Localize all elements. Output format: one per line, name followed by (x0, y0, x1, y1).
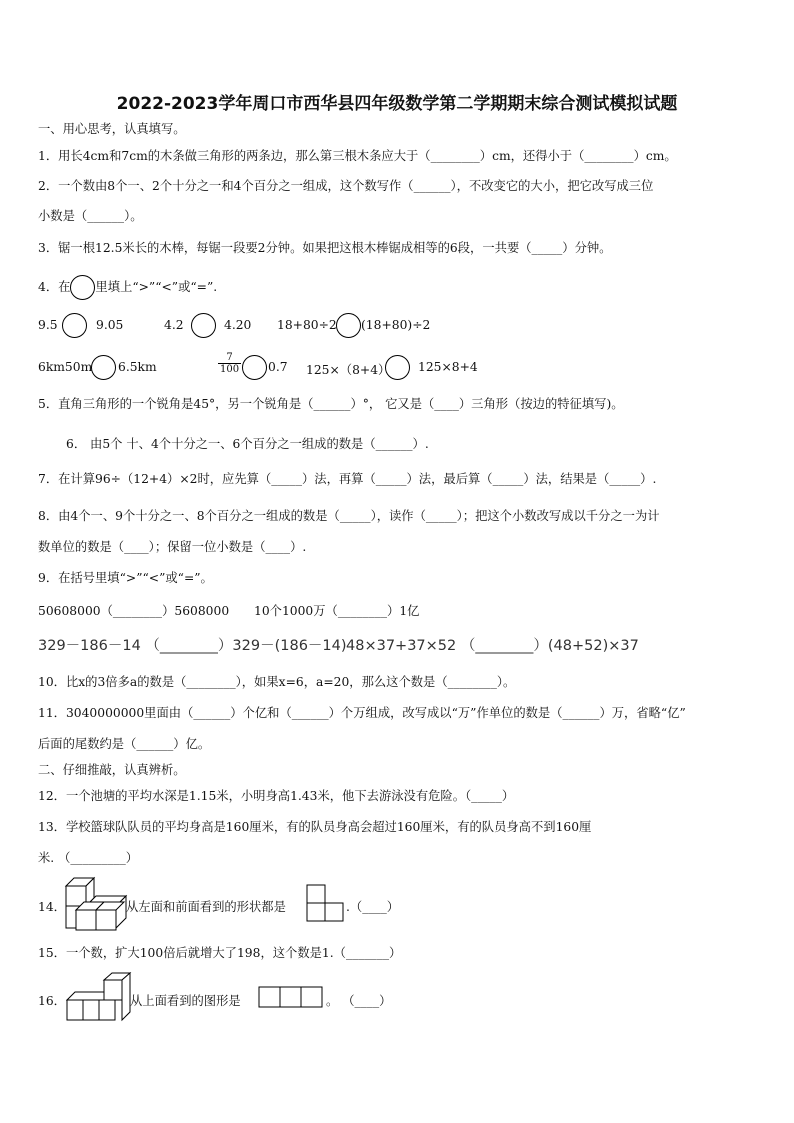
answer-circle[interactable] (91, 355, 116, 380)
compare-right: (18+80)÷2 (361, 318, 431, 332)
section-1-heading: 一、用心思考，认真填写。 (38, 122, 186, 136)
question-3: 3．锯一根12.5米长的木棒，每锯一段要2分钟。如果把这根木棒锯成相等的6段，一共要（_____）分钟。 (38, 241, 612, 255)
q4-prefix: 4．在 (38, 280, 71, 294)
compare-left: 6km50m (38, 360, 93, 374)
question-5: 5．直角三角形的一个锐角是45°，另一个锐角是（______）°， 它又是（____）三角形（按边的特征填写)。 (38, 397, 624, 411)
view-shape-figure (306, 884, 346, 922)
question-14-text: 从左面和前面看到的形状都是 (126, 900, 286, 914)
answer-circle[interactable] (385, 355, 410, 380)
question-2-line-1: 2．一个数由8个一、2个十分之一和4个百分之一组成，这个数写作（______），不改变它的大小，把它改写成三位 (38, 179, 654, 193)
compare-right: 4.20 (224, 318, 252, 332)
answer-circle[interactable] (242, 355, 267, 380)
question-4 (38, 275, 217, 300)
page-title: 2022-2023学年周口市西华县四年级数学第二学期期末综合测试模拟试题 (116, 94, 678, 114)
answer-circle[interactable] (191, 313, 216, 338)
compare-right: 0.7 (268, 360, 288, 374)
question-15: 15．一个数，扩大100倍后就增大了198，这个数是1.（_______） (38, 946, 402, 960)
question-14-number: 14． (38, 900, 66, 914)
question-9-item: 48×37+37×52 （________）(48+52)×37 (346, 638, 639, 654)
question-11-line-2: 后面的尾数约是（______）亿。 (38, 737, 211, 751)
question-9-item: 50608000（________）5608000 (38, 604, 230, 618)
question-7: 7．在计算96÷（12+4）×2时，应先算（_____）法，再算（_____）法，最后算（_____）法，结果是（_____）. (38, 472, 657, 486)
question-8-line-1: 8．由4个一、9个十分之一、8个百分之一组成的数是（_____），读作（_____）；把这个小数改写成以千分之一为计 (38, 509, 660, 523)
question-9-item: 10个1000万（________）1亿 (254, 604, 420, 618)
answer-circle[interactable] (70, 275, 95, 300)
compare-left: 4.2 (164, 318, 184, 332)
q4-suffix: 里填上“>”“<”或“=”. (95, 280, 218, 294)
fraction (218, 352, 241, 375)
cube-row-figure (66, 972, 132, 1022)
question-16-number: 16． (38, 994, 66, 1008)
question-16-answer: 。 （____） (326, 994, 392, 1008)
question-6: 6． 由5个 十、4个十分之一、6个百分之一组成的数是（______）. (66, 437, 429, 451)
compare-right: 9.05 (96, 318, 124, 332)
question-10: 10．比x的3倍多a的数是（________），如果x=6，a=20，那么这个数是（________）。 (38, 675, 516, 689)
question-8-line-2: 数单位的数是（____）；保留一位小数是（____）. (38, 540, 307, 554)
cube-stack-figure (64, 874, 128, 934)
compare-left: 125×（8+4） (306, 363, 391, 377)
compare-right: 6.5km (118, 360, 157, 374)
top-view-figure (258, 985, 324, 1009)
question-2-line-2: 小数是（______）。 (38, 209, 143, 223)
fraction-numerator: 7 (218, 352, 241, 364)
section-2-heading: 二、仔细推敲，认真辨析。 (38, 763, 186, 777)
compare-left: 18+80÷2 (277, 318, 337, 332)
answer-circle[interactable] (62, 313, 87, 338)
question-1: 1．用长4cm和7cm的木条做三角形的两条边，那么第三根木条应大于（________）cm，还得小于（________）cm。 (38, 149, 677, 163)
compare-right: 125×8+4 (418, 360, 478, 374)
question-9: 9．在括号里填“>”“<”或“=”。 (38, 571, 213, 585)
question-13-line-1: 13．学校篮球队队员的平均身高是160厘米，有的队员身高会超过160厘米，有的队员身高不到160厘 (38, 820, 592, 834)
question-9-item: 329－186－14 （________）329－(186－14) (38, 638, 347, 654)
answer-circle[interactable] (336, 313, 361, 338)
question-13-line-2: 米. （_________） (38, 851, 139, 865)
compare-left: 9.5 (38, 318, 58, 332)
fraction-denominator: 100 (220, 364, 240, 375)
question-11-line-1: 11．3040000000里面由（______）个亿和（______）个万组成，改写成以“万”作单位的数是（______）万，省略“亿” (38, 706, 686, 720)
question-16-text: 从上面看到的图形是 (130, 994, 241, 1008)
question-12: 12．一个池塘的平均水深是1.15米，小明身高1.43米，他下去游泳没有危险。（_____） (38, 789, 515, 803)
question-14-answer: .（____） (346, 900, 400, 914)
